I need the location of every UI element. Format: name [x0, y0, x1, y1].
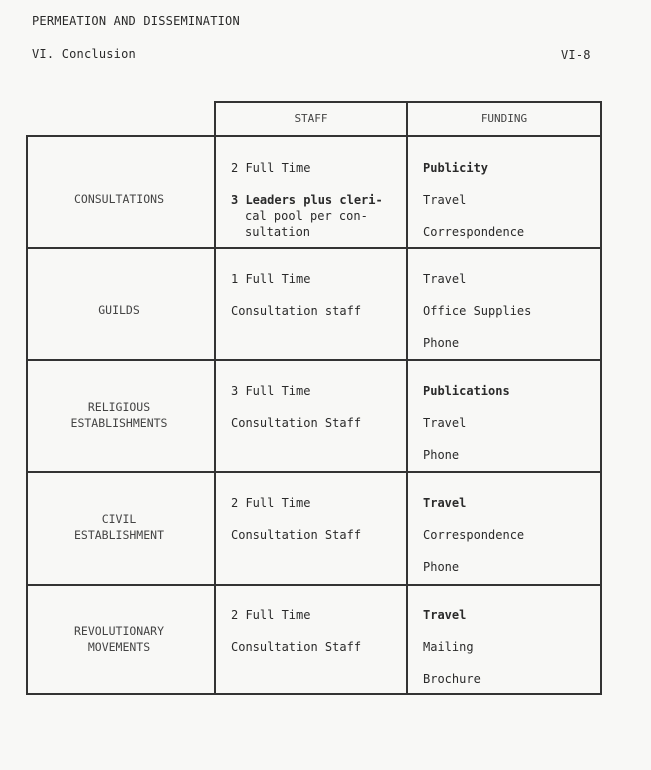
row-label: MOVEMENTS	[87, 640, 151, 654]
funding-entry: Phone	[423, 336, 460, 350]
staff-entry: 3 Leaders plus cleri-	[231, 193, 383, 207]
funding-entry: Phone	[423, 448, 460, 462]
row-label: REVOLUTIONARY	[73, 624, 164, 638]
funding-entry: Office Supplies	[423, 304, 532, 318]
table-rule	[26, 584, 602, 586]
table-rule	[214, 101, 602, 103]
staff-entry: cal pool per con-	[245, 209, 368, 223]
staff-entry: Consultation Staff	[231, 528, 362, 542]
staff-entry: Consultation staff	[231, 304, 362, 318]
funding-entry: Publications	[423, 384, 510, 398]
page-number: VI-8	[561, 48, 591, 62]
document-title: PERMEATION AND DISSEMINATION	[32, 14, 240, 28]
funding-entry: Correspondence	[423, 528, 525, 542]
funding-entry: Mailing	[423, 640, 474, 654]
row-label: CIVIL	[101, 512, 137, 526]
table-rule	[26, 359, 602, 361]
row-label: ESTABLISHMENT	[73, 528, 164, 542]
table-rule	[214, 101, 216, 695]
row-label: CONSULTATIONS	[73, 192, 164, 206]
table-rule	[26, 693, 602, 695]
staff-entry: sultation	[245, 225, 311, 239]
staff-entry: Consultation Staff	[231, 640, 362, 654]
staff-entry: 2 Full Time	[231, 496, 311, 510]
table-rule	[26, 135, 602, 137]
table-rule	[26, 247, 602, 249]
column-header-staff: STAFF	[294, 112, 328, 125]
section-heading: VI. Conclusion	[32, 47, 136, 61]
funding-entry: Travel	[423, 272, 467, 286]
funding-entry: Travel	[423, 416, 467, 430]
funding-entry: Phone	[423, 560, 460, 574]
funding-entry: Travel	[423, 496, 467, 510]
staff-entry: Consultation Staff	[231, 416, 362, 430]
table-rule	[26, 471, 602, 473]
column-header-funding: FUNDING	[480, 112, 528, 125]
funding-entry: Correspondence	[423, 225, 525, 239]
table-rule	[406, 101, 408, 695]
staff-entry: 2 Full Time	[231, 608, 311, 622]
funding-entry: Brochure	[423, 672, 481, 686]
row-label: RELIGIOUS	[87, 400, 151, 414]
row-label: ESTABLISHMENTS	[70, 416, 168, 430]
staffing-funding-table	[26, 101, 602, 695]
staff-entry: 3 Full Time	[231, 384, 311, 398]
staff-entry: 1 Full Time	[231, 272, 311, 286]
staff-entry: 2 Full Time	[231, 161, 311, 175]
row-label: GUILDS	[98, 303, 140, 317]
funding-entry: Travel	[423, 608, 467, 622]
funding-entry: Travel	[423, 193, 467, 207]
table-rule	[600, 101, 602, 695]
funding-entry: Publicity	[423, 161, 489, 175]
